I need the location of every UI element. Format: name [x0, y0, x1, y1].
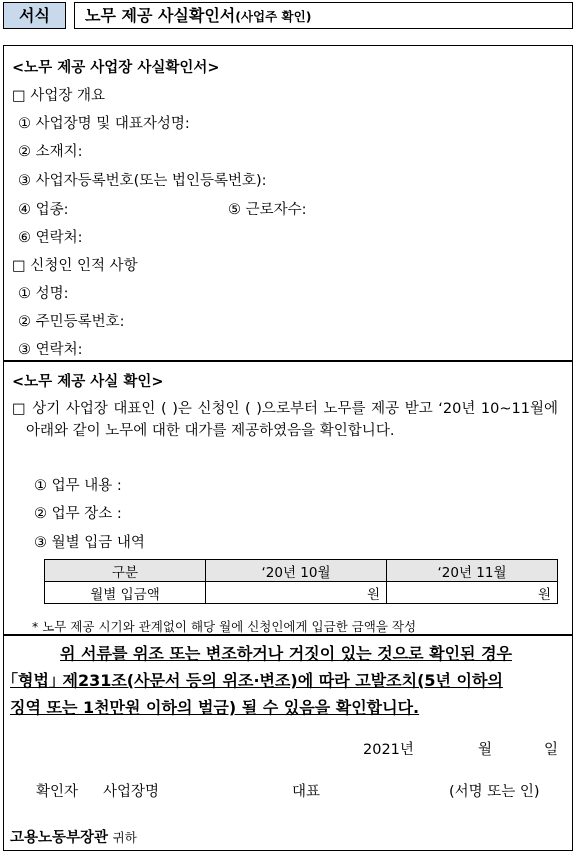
sign-day[interactable]: 일: [544, 742, 559, 758]
deposit-note: * 노무 제공 시기와 관계없이 해당 월에 신청인에게 입금한 금액을 작성: [32, 619, 417, 634]
recipient-name: 고용노동부장관: [10, 830, 109, 846]
table-header-oct: ‘20년 10월: [206, 560, 387, 582]
oct-amount-cell[interactable]: 원: [206, 582, 387, 604]
applicant-id-field[interactable]: ② 주민등록번호:: [18, 314, 125, 330]
sign-year[interactable]: 2021년: [363, 742, 414, 758]
section2-heading: <노무 제공 사실 확인>: [12, 374, 164, 390]
industry-field[interactable]: ④ 업종:: [18, 202, 69, 218]
nov-amount-cell[interactable]: 원: [387, 582, 558, 604]
monthly-amount-label: 월별 입금액: [45, 582, 206, 604]
work-content-field[interactable]: ① 업무 내용 :: [34, 478, 122, 494]
table-header-row: [45, 560, 558, 582]
table-header-category: 구분: [45, 560, 206, 582]
workplace-name-label: 사업장명: [103, 784, 160, 800]
table-row: [45, 582, 558, 604]
work-location-field[interactable]: ② 업무 장소 :: [34, 506, 122, 522]
recipient-suffix: 귀하: [112, 830, 137, 845]
applicant-info-label: □ 신청인 인적 사항: [12, 258, 138, 274]
warning-line-3: 징역 또는 1천만원 이하의 벌금) 될 수 있음을 확인합니다.: [10, 698, 420, 717]
representative-label: 대표: [292, 784, 321, 800]
recipient: [10, 826, 137, 847]
employee-count-field[interactable]: ⑤ 근로자수:: [228, 202, 307, 218]
document-title: [74, 2, 573, 29]
table-header-nov: ‘20년 11월: [387, 560, 558, 582]
monthly-deposit-table: [44, 559, 558, 604]
title-main: 노무 제공 사실확인서: [85, 6, 236, 25]
address-field[interactable]: ② 소재지:: [18, 144, 83, 160]
applicant-contact-field[interactable]: ③ 연락처:: [18, 342, 83, 358]
signature-seal-field[interactable]: (서명 또는 인): [449, 784, 540, 800]
applicant-name-field[interactable]: ① 성명:: [18, 286, 69, 302]
sign-month[interactable]: 월: [478, 742, 493, 758]
monthly-deposit-label: ③ 월별 입금 내역: [34, 535, 145, 551]
workplace-contact-field[interactable]: ⑥ 연락처:: [18, 230, 83, 246]
warning-line-1: 위 서류를 위조 또는 변조하거나 거짓이 있는 것으로 확인된 경우: [60, 644, 512, 663]
confirmer-label: 확인자: [36, 784, 79, 800]
warning-line-2: ｢형법｣ 제231조(사문서 등의 위조·변조)에 따라 고발조치(5년 이하의: [10, 671, 503, 690]
workplace-overview-label: □ 사업장 개요: [12, 88, 105, 104]
section1-heading: <노무 제공 사업장 사실확인서>: [12, 60, 220, 76]
title-subtitle: (사업주 확인): [235, 9, 312, 24]
confirmation-paragraph: □ 상기 사업장 대표인 ( )은 신청인 ( )으로부터 노무를 제공 받고 ‘20년 10~11월에 아래와 같이 노무에 대한 대가를 제공하였음을 확인합니다.: [12, 401, 558, 439]
form-tag: 서식: [3, 2, 66, 29]
workplace-name-field[interactable]: ① 사업장명 및 대표자성명:: [18, 116, 190, 132]
business-number-field[interactable]: ③ 사업자등록번호(또는 법인등록번호):: [18, 173, 267, 189]
